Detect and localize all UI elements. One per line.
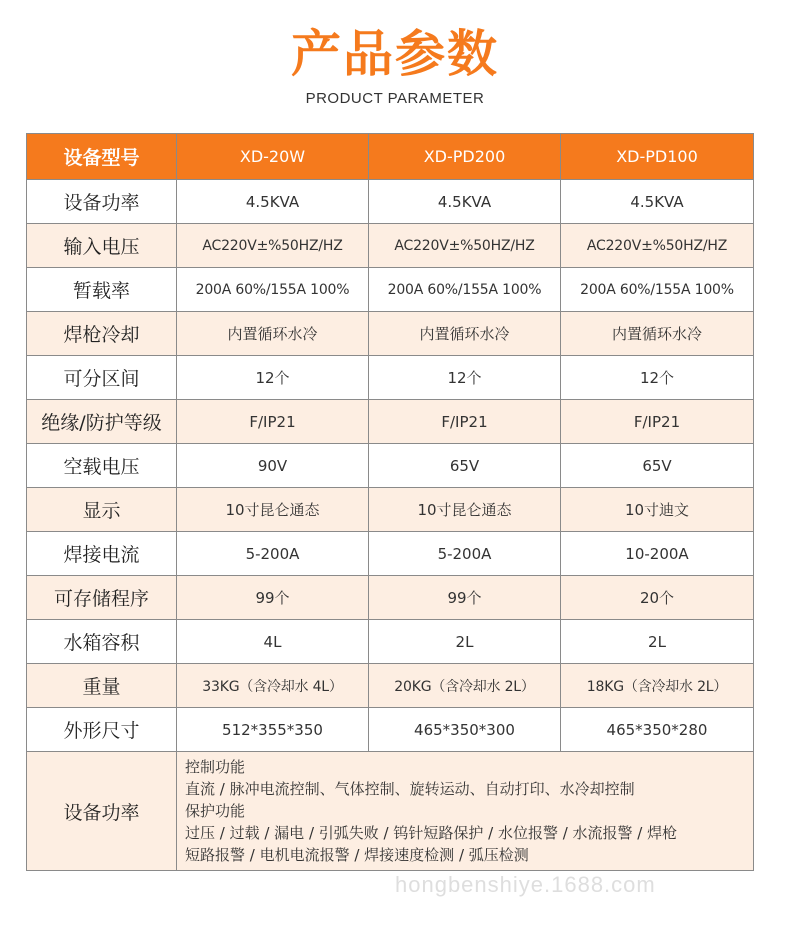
cell-value: 200A 60%/155A 100% — [561, 268, 754, 312]
table-row — [27, 444, 754, 488]
cell-value: 99个 — [369, 576, 561, 620]
cell-value: 20KG（含冷却水 2L） — [369, 664, 561, 708]
cell-value: 4.5KVA — [369, 180, 561, 224]
cell-value: AC220V±%50HZ/HZ — [561, 224, 754, 268]
row-label: 焊枪冷却 — [27, 312, 177, 356]
table-row — [27, 576, 754, 620]
row-label: 水箱容积 — [27, 620, 177, 664]
cell-value: 12个 — [561, 356, 754, 400]
cell-value: 内置循环水冷 — [561, 312, 754, 356]
cell-value: 10寸昆仑通态 — [177, 488, 369, 532]
cell-value: 465*350*280 — [561, 708, 754, 752]
cell-value: 99个 — [177, 576, 369, 620]
features-label: 设备功率 — [27, 752, 177, 871]
cell-value: F/IP21 — [177, 400, 369, 444]
product-parameter-table — [26, 133, 754, 871]
cell-value: 4.5KVA — [177, 180, 369, 224]
model-xd-pd200: XD-PD200 — [369, 134, 561, 180]
control-functions-list: 直流 / 脉冲电流控制、气体控制、旋转运动、自动打印、水冷却控制 — [185, 780, 635, 798]
row-label: 重量 — [27, 664, 177, 708]
page-subtitle: PRODUCT PARAMETER — [305, 90, 485, 107]
features-row — [27, 752, 754, 871]
table-row — [27, 620, 754, 664]
features-cell — [177, 752, 754, 871]
table-row — [27, 312, 754, 356]
row-label: 可存储程序 — [27, 576, 177, 620]
cell-value: 200A 60%/155A 100% — [369, 268, 561, 312]
cell-value: 33KG（含冷却水 4L） — [177, 664, 369, 708]
cell-value: 2L — [369, 620, 561, 664]
cell-value: F/IP21 — [561, 400, 754, 444]
table-row — [27, 400, 754, 444]
cell-value: 内置循环水冷 — [177, 312, 369, 356]
cell-value: 90V — [177, 444, 369, 488]
model-xd-pd100: XD-PD100 — [561, 134, 754, 180]
row-label: 输入电压 — [27, 224, 177, 268]
cell-value: 12个 — [369, 356, 561, 400]
cell-value: 内置循环水冷 — [369, 312, 561, 356]
table-header-row — [27, 134, 754, 180]
cell-value: F/IP21 — [369, 400, 561, 444]
row-label: 焊接电流 — [27, 532, 177, 576]
cell-value: 200A 60%/155A 100% — [177, 268, 369, 312]
table-row — [27, 532, 754, 576]
cell-value: 18KG（含冷却水 2L） — [561, 664, 754, 708]
watermark: hongbenshiye.1688.com — [395, 872, 656, 897]
row-label: 显示 — [27, 488, 177, 532]
row-label: 暂载率 — [27, 268, 177, 312]
cell-value: 65V — [369, 444, 561, 488]
cell-value: 65V — [561, 444, 754, 488]
page-title: 产品参数 — [291, 25, 499, 83]
table-row — [27, 180, 754, 224]
table-row — [27, 268, 754, 312]
protection-functions-list: 过压 / 过载 / 漏电 / 引弧失败 / 钨针短路保护 / 水位报警 / 水流报警 / 焊枪 — [185, 824, 678, 842]
table-row — [27, 708, 754, 752]
table-row — [27, 664, 754, 708]
protection-functions-heading: 保护功能 — [185, 802, 246, 820]
row-label: 绝缘/防护等级 — [27, 400, 177, 444]
model-xd-20w: XD-20W — [177, 134, 369, 180]
cell-value: 4.5KVA — [561, 180, 754, 224]
protection-functions-list-cont: 短路报警 / 电机电流报警 / 焊接速度检测 / 弧压检测 — [185, 846, 529, 864]
cell-value: AC220V±%50HZ/HZ — [177, 224, 369, 268]
row-label: 设备功率 — [27, 180, 177, 224]
cell-value: 2L — [561, 620, 754, 664]
table-row — [27, 356, 754, 400]
cell-value: 5-200A — [369, 532, 561, 576]
cell-value: 10寸昆仑通态 — [369, 488, 561, 532]
row-label: 可分区间 — [27, 356, 177, 400]
table-row — [27, 224, 754, 268]
cell-value: 12个 — [177, 356, 369, 400]
table-row — [27, 488, 754, 532]
cell-value: 10-200A — [561, 532, 754, 576]
cell-value: 4L — [177, 620, 369, 664]
row-label: 外形尺寸 — [27, 708, 177, 752]
cell-value: 5-200A — [177, 532, 369, 576]
row-label: 空载电压 — [27, 444, 177, 488]
cell-value: 20个 — [561, 576, 754, 620]
cell-value: 465*350*300 — [369, 708, 561, 752]
cell-value: 10寸迪文 — [561, 488, 754, 532]
cell-value: AC220V±%50HZ/HZ — [369, 224, 561, 268]
header-label: 设备型号 — [27, 134, 177, 180]
cell-value: 512*355*350 — [177, 708, 369, 752]
control-functions-heading: 控制功能 — [185, 758, 246, 776]
